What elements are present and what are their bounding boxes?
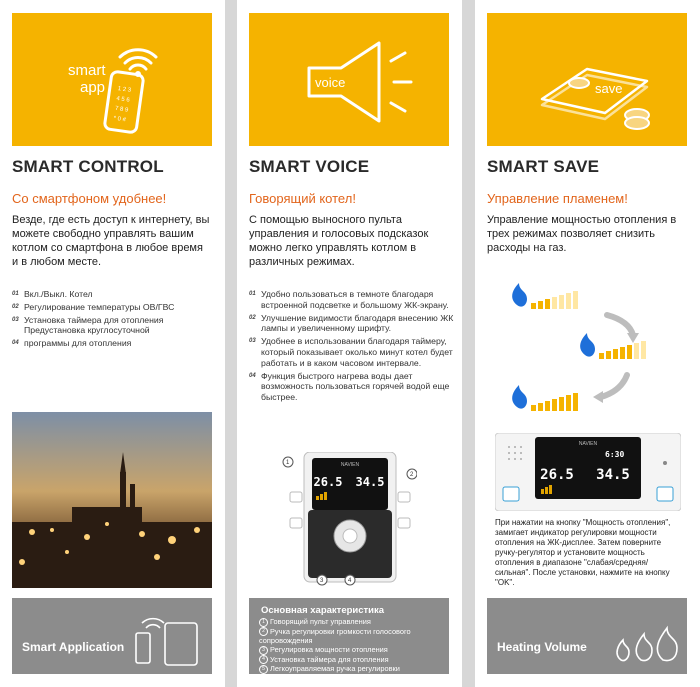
list-item: 02 Улучшение видимости благодаря внесению ЖК лампы и увеличенному шрифту. [249,312,454,334]
footer-label: Heating Volume [497,640,587,654]
lcd-temp-right: 34.5 [596,467,630,483]
save-hero [487,13,687,146]
city-night-image [12,412,212,588]
panel-title: SMART SAVE [487,157,600,176]
list-item: 04 Функция быстрого нагрева воды дает возможность пользоваться горячей водой еще быстрее. [249,370,450,403]
specs-title: Основная характеристика [261,605,385,616]
hero-text-smart: smart [68,62,106,79]
list-item: 02 Регулирование температуры ОВ/ГВС [12,301,175,312]
hot-water-button [398,492,410,502]
hot-water-button [657,487,673,501]
list-item: 3 Регулировка мощности отопления [259,645,445,655]
smart-app-hero [12,13,212,146]
voice-illustration [249,13,449,146]
lcd-temp-left: 26.5 [540,467,574,483]
heating-power-button [503,487,519,501]
svg-text:4 5 6: 4 5 6 [115,95,131,104]
smart-application-footer [12,598,212,674]
feature-list [12,289,217,351]
list-item: 04 программы для отопления [12,338,132,349]
heating-volume-footer [487,598,687,674]
list-item: 2 Ручка регулировки громкости голосового сопровождения [259,626,411,646]
remote-controller-image [282,452,417,587]
svg-text:1 2 3: 1 2 3 [117,86,132,94]
timer-button [290,518,302,528]
phone-icon [136,633,150,663]
panel-subtitle: Управление пламенем! [487,191,628,206]
wifi-icon [142,619,164,623]
boiler-control-panel [495,433,681,516]
city-night-photo [12,412,212,588]
svg-text:4: 4 [348,578,352,584]
panel-description: Управление мощностью отопления в трех режимах позволяет снизить расходы на газ. [487,214,677,254]
panel-title: SMART CONTROL [12,157,164,176]
svg-text:* 0 #: * 0 # [113,115,127,124]
heating-power-note: При нажатии на кнопку "Мощность отопления", замигает индикатор регулировки мощности отопления на ЖК-дисплее. Затем поверните ручку-регулятор и установите мощность отопления в диапазоне "слабая/средняя/ сильная". После установки, нажмите на кнопку "OK". [495,518,671,587]
device-brand: NAVIEN [578,441,598,447]
power-button [398,518,410,528]
list-item: 03 Установка таймера для отопления Предустановка круглосуточной [12,314,164,336]
voice-hero [249,13,449,146]
smart-app-illustration [12,13,212,146]
phone-icon [104,71,144,133]
panel-subtitle: Говорящий котел! [249,191,356,206]
feature-list [249,289,454,405]
heating-button [290,492,302,502]
characteristics-footer [249,598,449,674]
devices-icon [130,603,210,673]
hero-badge-save: save [595,81,623,96]
specs-list [259,617,445,674]
hero-badge-voice: voice [315,75,346,90]
list-item: 01 Вкл./Выкл. Котел [12,289,93,299]
panel-description: Везде, где есть доступ к интернету, вы можете свободно управлять вашим котлом со смартфона в любое время и в любом месте. [12,214,210,268]
panel-subtitle: Со смартфоном удобнее! [12,191,167,206]
lcd-temp-left: 26.5 [313,475,343,489]
panel-description: С помощью выносного пульта управления и голосовых подсказок можно легко управлять котлом в различных режимах. [249,214,429,268]
svg-text:7 8 9: 7 8 9 [114,105,129,114]
list-item: 01 Удобно пользоваться в темноте благодаря встроенной подсветке и большому ЖК-экрану. [249,289,449,310]
sound-waves-icon [391,53,411,111]
lcd-temp-right: 34.5 [355,475,385,489]
list-item: 4 Установка таймера для отопления [259,655,445,665]
svg-text:3: 3 [320,578,324,584]
device-brand: NAVIEN [340,462,360,468]
save-illustration [487,13,687,146]
panel-title: SMART VOICE [249,157,370,176]
svg-text:2: 2 [410,472,414,478]
flame-levels-diagram [487,275,687,415]
smart-control-panel [0,0,225,687]
flames-icon [611,622,681,666]
control-panel-image [495,433,681,511]
svg-text:1: 1 [286,460,290,466]
hero-text-app: app [80,79,106,96]
flame-level-strong [512,385,578,411]
smart-voice-panel [237,0,462,687]
voice-remote-controller [282,452,417,592]
flame-level-weak [512,283,578,309]
smart-save-panel [475,0,700,687]
list-item: 03 Удобнее в использовании благодаря таймеру, который показывает околько минут котел будет работать и в каком часовом интервале. [249,336,453,368]
tablet-icon [165,623,197,665]
list-item: 5 Легкоуправляемая ручка регулировки [259,664,445,674]
footer-label: Smart Application [22,640,125,654]
list-item: 1 Говорящий пульт управления [259,617,445,627]
lcd-time: 6:30 [605,450,625,459]
